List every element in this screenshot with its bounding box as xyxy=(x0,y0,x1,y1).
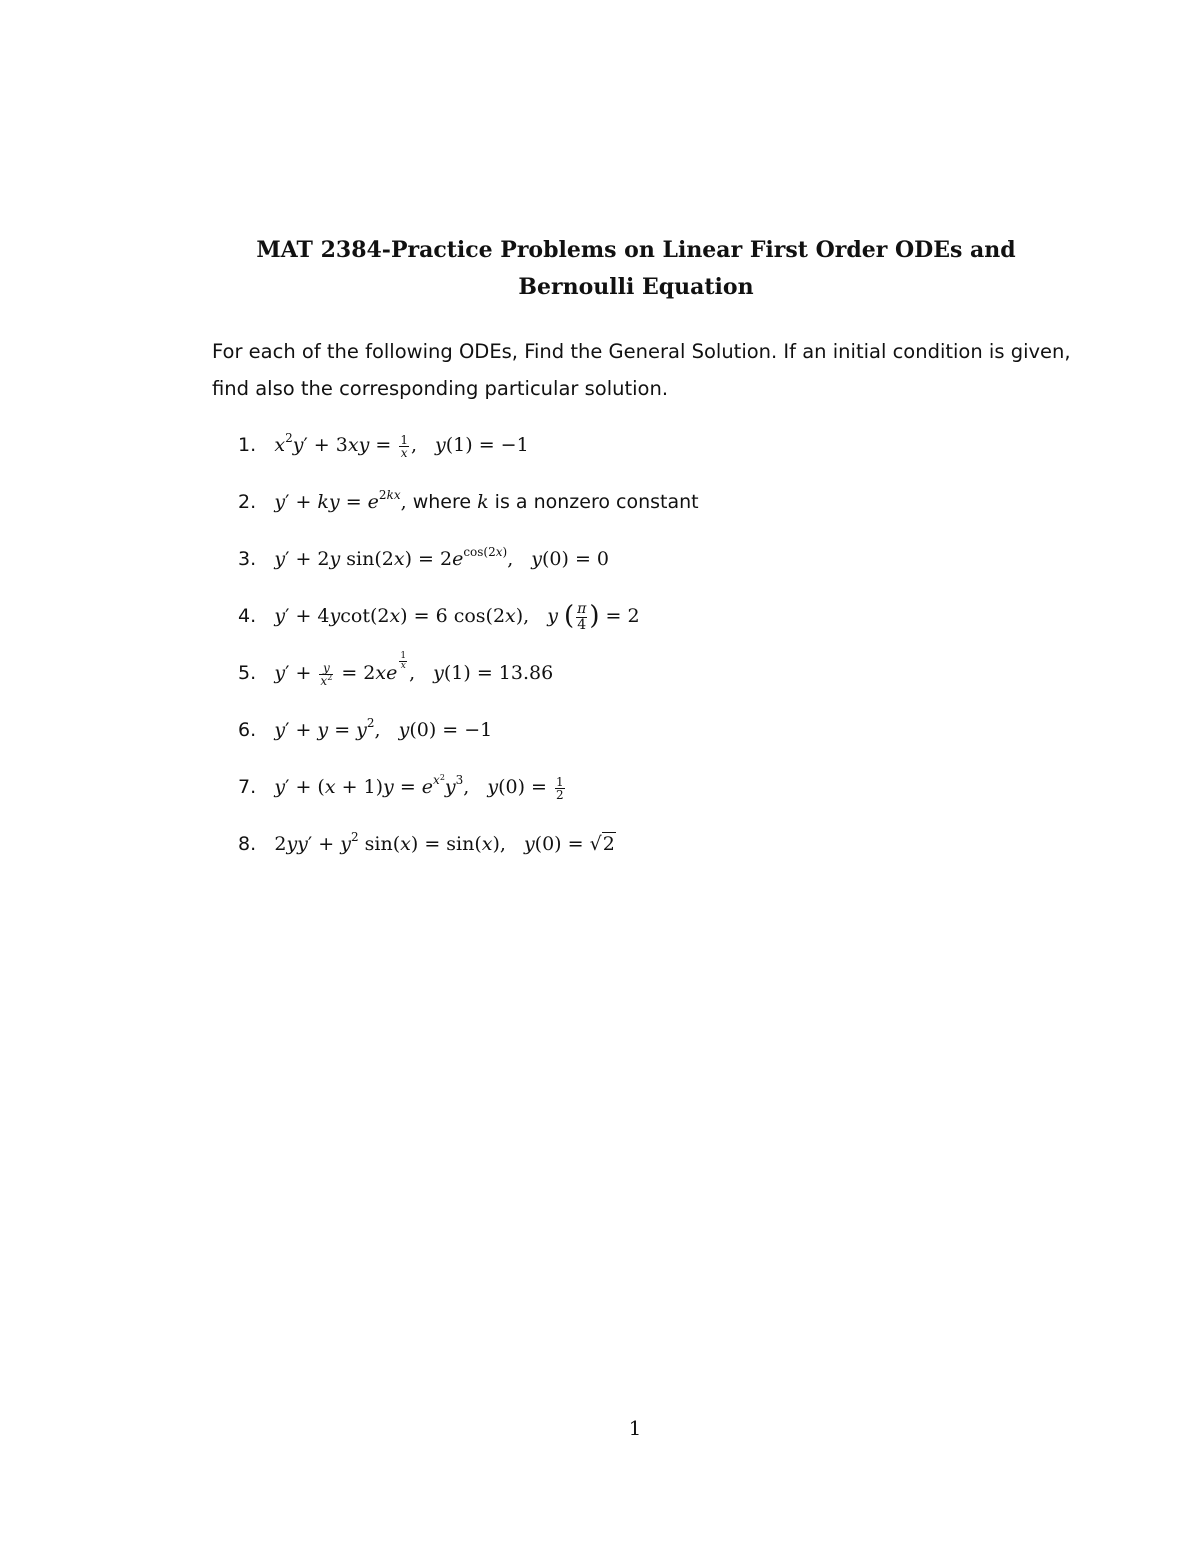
problem-number: 1. xyxy=(238,434,257,456)
problem-2 xyxy=(238,481,1038,538)
problem-list xyxy=(238,424,1038,880)
problem-3 xyxy=(238,538,1038,595)
problem-number: 5. xyxy=(238,662,257,684)
problem-1 xyxy=(238,424,1038,481)
problem-6 xyxy=(238,709,1038,766)
problem-7 xyxy=(238,766,1038,823)
problem-equation: y′ + ky = $e^{2kx}$, where k is a nonzero constant xyxy=(274,488,699,513)
problem-equation: y′ + 4ycot(2x) = 6 cos(2x), y ( $\frac{\pi}{4}$ ) = 2 xyxy=(274,600,640,633)
problem-number: 2. xyxy=(238,491,257,513)
page-number: 1 xyxy=(628,1416,642,1440)
instructions-paragraph: For each of the following ODEs, Find the General Solution. If an initial condition is given, find also the corresponding particular solution. xyxy=(212,340,1071,400)
problem-equation: $2yy' + y^2$ sin(x) = sin(x), y(0) = √2 xyxy=(274,830,615,855)
problem-number: 6. xyxy=(238,719,257,741)
problem-number: 4. xyxy=(238,605,257,627)
problem-equation: y′ + 2y $\sin(2x) = 2e^{cos(2x)}$, y(0) = 0 xyxy=(274,545,609,570)
problem-number: 3. xyxy=(238,548,257,570)
problem-number: 7. xyxy=(238,776,257,798)
problem-equation: $y' + (x + 1)y = e^{x^2}y^3$, y(0) = $\frac{1}{2}$ xyxy=(274,773,564,802)
problem-equation: y′ + $\frac{y}{x^2}$ = 2xe $^{\frac{1}{x}}$ , y(1) = 13.86 xyxy=(274,651,554,688)
page-title: MAT 2384-Practice Problems on Linear First Order ODEs and Bernoulli Equation xyxy=(256,237,1016,300)
problem-5 xyxy=(238,652,1038,709)
problem-number: 8. xyxy=(238,833,257,855)
problem-4 xyxy=(238,595,1038,652)
problem-8 xyxy=(238,823,1038,880)
problem-equation: $x^2y' + 3xy$ = $\frac{1}{x}$ , y(1) = −1 xyxy=(274,431,529,460)
problem-equation: $y' + y = y^2$, y(0) = −1 xyxy=(274,716,493,741)
